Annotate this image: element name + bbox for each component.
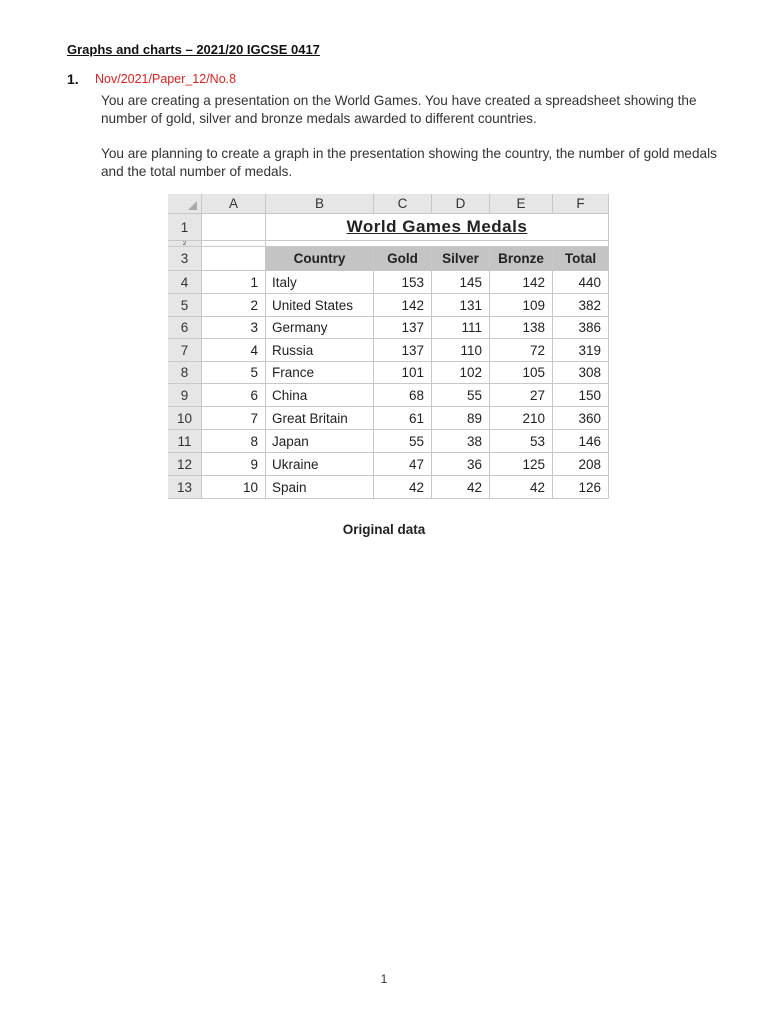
total-cell[interactable]: 360 [553,407,609,430]
bronze-cell[interactable]: 27 [490,384,553,407]
country-cell[interactable]: China [266,384,374,407]
column-header-b[interactable]: B [266,194,374,214]
silver-cell[interactable]: 89 [432,407,490,430]
row-header[interactable]: 12 [168,453,202,476]
table-row [168,407,609,430]
row-header[interactable]: 13 [168,476,202,499]
bronze-cell[interactable]: 125 [490,453,553,476]
sheet-title[interactable]: World Games Medals [266,214,609,241]
silver-cell[interactable]: 55 [432,384,490,407]
column-header-f[interactable]: F [553,194,609,214]
bronze-cell[interactable]: 210 [490,407,553,430]
country-cell[interactable]: Germany [266,317,374,339]
silver-cell[interactable]: 36 [432,453,490,476]
row-header[interactable]: 8 [168,362,202,384]
bronze-cell[interactable]: 142 [490,271,553,294]
column-header-c[interactable]: C [374,194,432,214]
question-reference: Nov/2021/Paper_12/No.8 [95,72,237,86]
question-paragraph-1: You are creating a presentation on the World Games. You have created a spreadsheet showing the number of gold, silver and bronze medals awarded to different countries. [101,93,697,126]
rank-cell[interactable]: 7 [202,407,266,430]
total-cell[interactable]: 146 [553,430,609,453]
header-country[interactable]: Country [266,247,374,271]
country-cell[interactable]: Ukraine [266,453,374,476]
sheet-cell[interactable] [202,214,266,241]
gold-cell[interactable]: 55 [374,430,432,453]
table-row [168,384,609,407]
total-cell[interactable]: 382 [553,294,609,317]
silver-cell[interactable]: 42 [432,476,490,499]
rank-cell[interactable]: 9 [202,453,266,476]
total-cell[interactable]: 440 [553,271,609,294]
row-header[interactable]: 6 [168,317,202,339]
rank-cell[interactable]: 1 [202,271,266,294]
sheet-row-3 [168,247,609,271]
country-cell[interactable]: Russia [266,339,374,362]
column-header-a[interactable]: A [202,194,266,214]
table-row [168,430,609,453]
gold-cell[interactable]: 101 [374,362,432,384]
rank-cell[interactable]: 4 [202,339,266,362]
row-header[interactable]: 10 [168,407,202,430]
table-row [168,453,609,476]
gold-cell[interactable]: 47 [374,453,432,476]
row-header[interactable]: 7 [168,339,202,362]
figure-caption: Original data [342,522,426,537]
gold-cell[interactable]: 137 [374,339,432,362]
row-header[interactable]: 4 [168,271,202,294]
header-bronze[interactable]: Bronze [490,247,553,271]
row-header[interactable]: 3 [168,247,202,271]
table-row [168,476,609,499]
bronze-cell[interactable]: 42 [490,476,553,499]
bronze-cell[interactable]: 72 [490,339,553,362]
column-header-e[interactable]: E [490,194,553,214]
rank-cell[interactable]: 5 [202,362,266,384]
bronze-cell[interactable]: 138 [490,317,553,339]
select-all-icon [188,201,197,210]
total-cell[interactable]: 208 [553,453,609,476]
country-cell[interactable]: Japan [266,430,374,453]
table-row [168,339,609,362]
silver-cell[interactable]: 145 [432,271,490,294]
column-header-row [168,194,609,214]
row-header[interactable]: 2 [168,241,202,247]
silver-cell[interactable]: 110 [432,339,490,362]
select-all-corner[interactable] [168,194,202,214]
total-cell[interactable]: 319 [553,339,609,362]
header-silver[interactable]: Silver [432,247,490,271]
silver-cell[interactable]: 38 [432,430,490,453]
total-cell[interactable]: 126 [553,476,609,499]
document-title: Graphs and charts – 2021/20 IGCSE 0417 [67,42,320,57]
header-gold[interactable]: Gold [374,247,432,271]
gold-cell[interactable]: 137 [374,317,432,339]
gold-cell[interactable]: 153 [374,271,432,294]
sheet-row-1 [168,214,609,241]
total-cell[interactable]: 308 [553,362,609,384]
table-row [168,271,609,294]
bronze-cell[interactable]: 105 [490,362,553,384]
question-paragraph-2: You are planning to create a graph in the presentation showing the country, the number of gold medals and the total number of medals. [101,146,717,179]
gold-cell[interactable]: 42 [374,476,432,499]
column-header-d[interactable]: D [432,194,490,214]
gold-cell[interactable]: 61 [374,407,432,430]
page-number: 1 [380,972,388,986]
total-cell[interactable]: 150 [553,384,609,407]
table-row [168,317,609,339]
rank-cell[interactable]: 6 [202,384,266,407]
row-header[interactable]: 5 [168,294,202,317]
silver-cell[interactable]: 131 [432,294,490,317]
country-cell[interactable]: United States [266,294,374,317]
row-header[interactable]: 1 [168,214,202,241]
country-cell[interactable]: France [266,362,374,384]
bronze-cell[interactable]: 109 [490,294,553,317]
total-cell[interactable]: 386 [553,317,609,339]
silver-cell[interactable]: 102 [432,362,490,384]
rank-cell[interactable]: 2 [202,294,266,317]
question-number: 1. [67,71,79,87]
row-header[interactable]: 11 [168,430,202,453]
spreadsheet [168,194,609,500]
gold-cell[interactable]: 142 [374,294,432,317]
table-row [168,362,609,384]
country-cell[interactable]: Italy [266,271,374,294]
rank-cell[interactable]: 8 [202,430,266,453]
sheet-cell[interactable] [202,247,266,271]
table-row [168,294,609,317]
bronze-cell[interactable]: 53 [490,430,553,453]
country-cell[interactable]: Great Britain [266,407,374,430]
silver-cell[interactable]: 111 [432,317,490,339]
country-cell[interactable]: Spain [266,476,374,499]
rank-cell[interactable]: 3 [202,317,266,339]
row-header[interactable]: 9 [168,384,202,407]
header-total[interactable]: Total [553,247,609,271]
gold-cell[interactable]: 68 [374,384,432,407]
rank-cell[interactable]: 10 [202,476,266,499]
